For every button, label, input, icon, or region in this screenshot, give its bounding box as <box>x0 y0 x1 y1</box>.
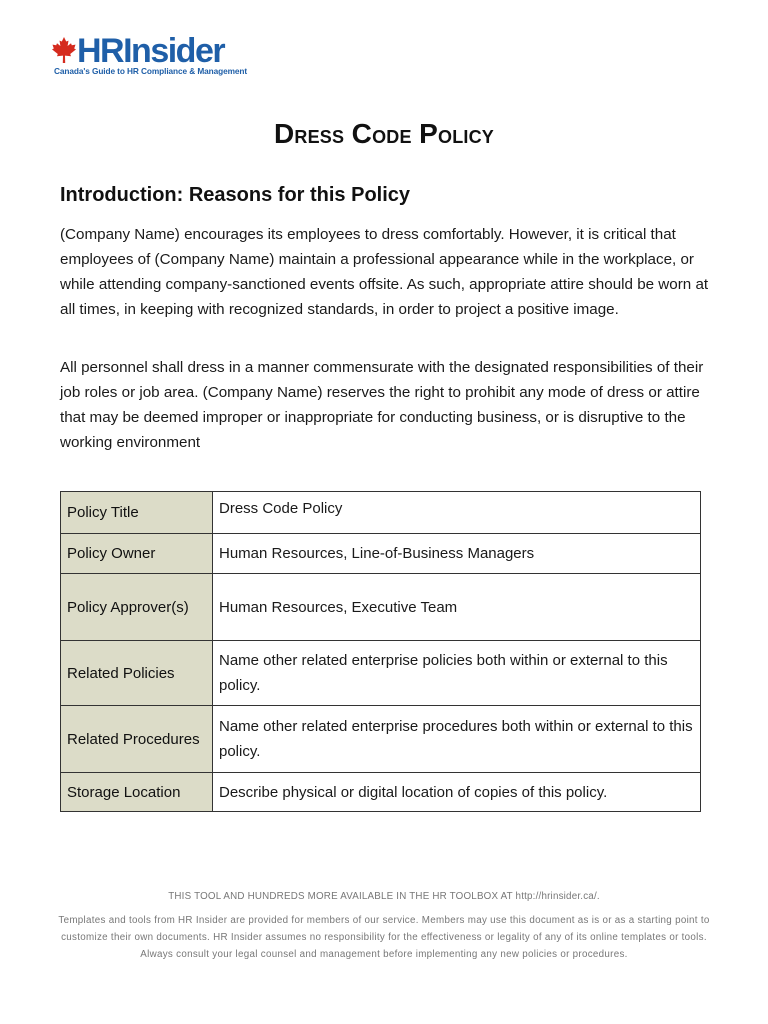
row-value: Name other related enterprise procedures both within or external to this policy. <box>213 706 701 773</box>
row-label: Related Procedures <box>61 706 213 773</box>
section-heading: Introduction: Reasons for this Policy <box>60 184 411 206</box>
footer-toolbox-note: THIS TOOL AND HUNDREDS MORE AVAILABLE IN THE HR TOOLBOX AT http://hrinsider.ca/. <box>168 891 600 902</box>
row-value: Name other related enterprise policies both within or external to this policy. <box>213 641 701 706</box>
document-title: Dress Code Policy <box>273 118 495 149</box>
policy-info-table <box>60 491 701 812</box>
table-row <box>61 773 701 812</box>
logo-wordmark <box>52 32 224 68</box>
logo-insider-text: Insider <box>123 32 225 70</box>
table-row <box>61 706 701 773</box>
row-label: Policy Title <box>61 492 213 534</box>
row-label: Policy Approver(s) <box>61 574 213 641</box>
footer-disclaimer: Templates and tools from HR Insider are provided for members of our service. Members may use this document as is or as a starting point to customize their own documents. HR Insider assumes no responsibility for the effectiveness or legality of any of its online templates or tools. Always consult your legal counsel and management before implementing any new policies or procedures. <box>58 915 710 960</box>
table-row <box>61 574 701 641</box>
row-value: Human Resources, Executive Team <box>213 574 701 641</box>
table-row <box>61 534 701 574</box>
hr-insider-logo <box>52 32 252 78</box>
row-label: Related Policies <box>61 641 213 706</box>
intro-paragraph-1: (Company Name) encourages its employees to dress comfortably. However, it is critical that employees of (Company Name) maintain a professional appearance while in the workplace, or while attending company-sanctioned events offsite. As such, appropriate attire should be worn at all times, in keeping with recognized standards, in order to project a positive image. <box>60 226 709 318</box>
logo-hr-text: HR <box>77 32 124 70</box>
maple-leaf-icon <box>52 37 76 63</box>
row-value: Describe physical or digital location of copies of this policy. <box>213 773 701 812</box>
row-label: Policy Owner <box>61 534 213 574</box>
table-row <box>61 641 701 706</box>
row-value: Dress Code Policy <box>213 492 701 534</box>
intro-paragraph-2: All personnel shall dress in a manner commensurate with the designated responsibilities of their job roles or job area. (Company Name) reserves the right to prohibit any mode of dress or attire that may be deemed improper or inappropriate for conducting business, or is disruptive to the working environment <box>60 359 704 451</box>
logo-tagline: Canada's Guide to HR Compliance & Management <box>54 66 248 76</box>
row-value: Human Resources, Line-of-Business Managers <box>213 534 701 574</box>
table-row <box>61 492 701 534</box>
row-label: Storage Location <box>61 773 213 812</box>
